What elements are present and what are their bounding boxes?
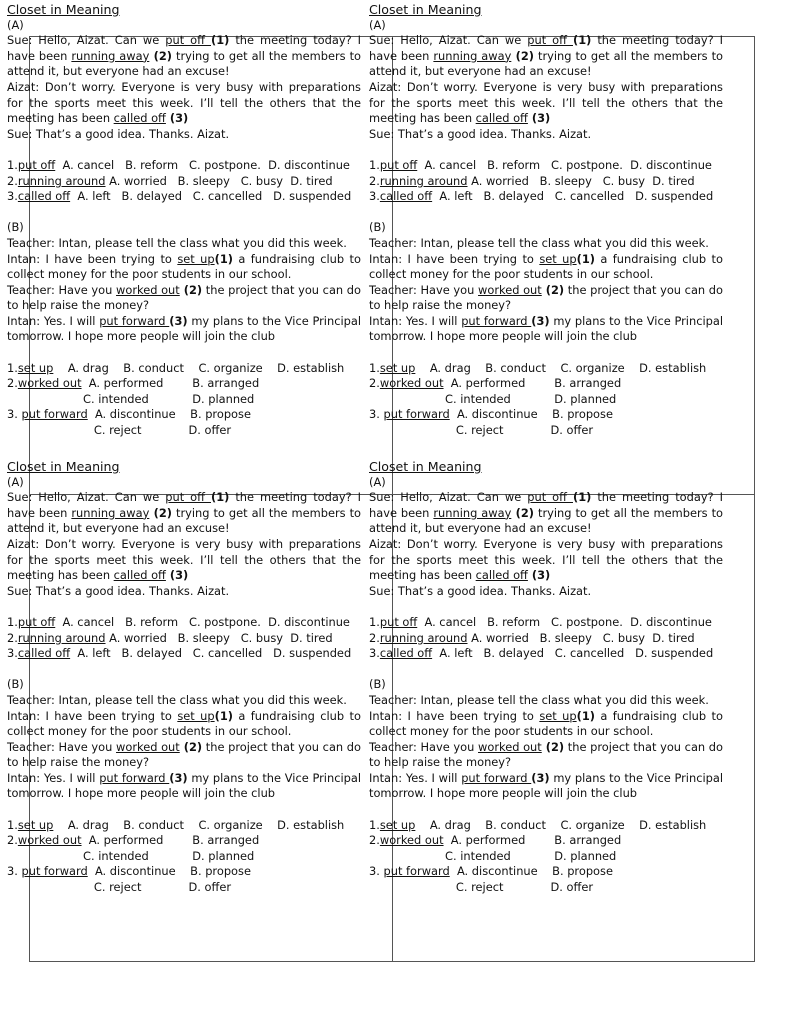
question-b-3-options: C. reject D. offer [7,880,232,895]
dialogue-b-teacher-question: Teacher: Have you worked out (2) the project that you can do to help raise the money? [369,282,723,313]
phrase-put-off: put off [527,33,573,48]
phrase-set-up: set up [177,251,215,266]
question-b-1: 1.set up A. drag B. conduct C. organize D. establish [7,817,345,832]
question-a-1: 1.put off A. cancel B. reform C. postpone. D. discontinue [369,614,712,629]
section-a-label: (A) [369,17,386,32]
dialogue-a-sue-line: Sue: Hello, Aizat. Can we put off (1) the meeting today? I have been running away (2) trying to get all the members to attend it, but everyone had an excuse! [7,33,361,79]
section-b-label: (B) [7,677,24,692]
card-bottom-left [7,459,361,896]
dialogue-a-sue-reply: Sue: That’s a good idea. Thanks. Aizat. [7,126,230,141]
question-b-2: 2.worked out A. performed B. arranged [7,376,260,391]
section-b-label: (B) [369,220,386,235]
card-top-left [7,2,361,439]
dialogue-b-intan-line: Intan: I have been trying to set up(1) a fundraising club to collect money for the poor students in our school. [7,251,361,282]
dialogue-b-teacher-line: Teacher: Intan, please tell the class what you did this week. [369,692,709,707]
question-b-1: 1.set up A. drag B. conduct C. organize D. establish [369,360,707,375]
question-a-1: 1.put off A. cancel B. reform C. postpone. D. discontinue [7,614,350,629]
question-b-2-options: C. intended D. planned [369,848,617,863]
phrase-set-up: set up [539,708,577,723]
dialogue-b-teacher-question: Teacher: Have you worked out (2) the project that you can do to help raise the money? [7,282,361,313]
dialogue-b-teacher-question: Teacher: Have you worked out (2) the project that you can do to help raise the money? [369,739,723,770]
question-a-2: 2.running around A. worried B. sleepy C. busy D. tired [369,630,695,645]
question-b-2-options: C. intended D. planned [369,391,617,406]
dialogue-a-aizat-line: Aizat: Don’t worry. Everyone is very busy with preparations for the sports meet this week. I’ll tell the others that the meeting has been called off (3) [7,79,361,126]
dialogue-b-teacher-question: Teacher: Have you worked out (2) the project that you can do to help raise the money? [7,739,361,770]
dialogue-b-teacher-line: Teacher: Intan, please tell the class what you did this week. [7,692,347,707]
question-a-2: 2.running around A. worried B. sleepy C. busy D. tired [7,630,333,645]
phrase-running-away: running away [433,505,512,520]
question-b-2: 2.worked out A. performed B. arranged [369,376,622,391]
section-a-label: (A) [7,474,24,489]
card-title: Closet in Meaning [7,2,120,17]
question-a-1: 1.put off A. cancel B. reform C. postpone. D. discontinue [369,157,712,172]
phrase-worked-out: worked out [478,739,542,754]
question-b-1: 1.set up A. drag B. conduct C. organize D. establish [7,360,345,375]
dialogue-b-intan-reply: Intan: Yes. I will put forward (3) my plans to the Vice Principal tomorrow. I hope more people will join the club [369,313,723,344]
card-title: Closet in Meaning [369,459,482,474]
question-b-3: 3. put forward A. discontinue B. propose [7,407,251,422]
dialogue-b-teacher-line: Teacher: Intan, please tell the class what you did this week. [369,235,709,250]
phrase-put-off: put off [165,490,211,505]
phrase-put-forward: put forward [461,770,532,785]
question-b-3-options: C. reject D. offer [369,880,594,895]
card-bottom-right [369,459,723,896]
dialogue-b-intan-reply: Intan: Yes. I will put forward (3) my plans to the Vice Principal tomorrow. I hope more people will join the club [369,770,723,801]
phrase-set-up: set up [177,708,215,723]
question-b-2: 2.worked out A. performed B. arranged [369,833,622,848]
phrase-called-off: called off [113,568,166,583]
dialogue-b-intan-reply: Intan: Yes. I will put forward (3) my plans to the Vice Principal tomorrow. I hope more people will join the club [7,770,361,801]
question-a-2: 2.running around A. worried B. sleepy C. busy D. tired [7,173,333,188]
dialogue-a-sue-line: Sue: Hello, Aizat. Can we put off (1) the meeting today? I have been running away (2) trying to get all the members to attend it, but everyone had an excuse! [7,490,361,536]
phrase-put-forward: put forward [461,313,532,328]
question-a-1: 1.put off A. cancel B. reform C. postpone. D. discontinue [7,157,350,172]
dialogue-a-sue-reply: Sue: That’s a good idea. Thanks. Aizat. [369,126,592,141]
question-a-3: 3.called off A. left B. delayed C. cancelled D. suspended [369,646,714,661]
question-a-3: 3.called off A. left B. delayed C. cancelled D. suspended [7,646,352,661]
question-b-3: 3. put forward A. discontinue B. propose [369,407,613,422]
question-b-3: 3. put forward A. discontinue B. propose [369,864,613,879]
question-b-1: 1.set up A. drag B. conduct C. organize D. establish [369,817,707,832]
question-b-3: 3. put forward A. discontinue B. propose [7,864,251,879]
section-b-label: (B) [369,677,386,692]
card-top-right [369,2,723,439]
phrase-put-forward: put forward [99,770,170,785]
dialogue-a-aizat-line: Aizat: Don’t worry. Everyone is very busy with preparations for the sports meet this week. I’ll tell the others that the meeting has been called off (3) [369,79,723,126]
section-b-label: (B) [7,220,24,235]
dialogue-a-sue-reply: Sue: That’s a good idea. Thanks. Aizat. [369,583,592,598]
card-title: Closet in Meaning [369,2,482,17]
section-a-label: (A) [7,17,24,32]
dialogue-a-aizat-line: Aizat: Don’t worry. Everyone is very busy with preparations for the sports meet this week. I’ll tell the others that the meeting has been called off (3) [7,536,361,583]
dialogue-b-intan-reply: Intan: Yes. I will put forward (3) my plans to the Vice Principal tomorrow. I hope more people will join the club [7,313,361,344]
dialogue-a-sue-line: Sue: Hello, Aizat. Can we put off (1) the meeting today? I have been running away (2) trying to get all the members to attend it, but everyone had an excuse! [369,33,723,79]
dialogue-b-teacher-line: Teacher: Intan, please tell the class what you did this week. [7,235,347,250]
dialogue-a-sue-reply: Sue: That’s a good idea. Thanks. Aizat. [7,583,230,598]
question-a-3: 3.called off A. left B. delayed C. cancelled D. suspended [7,189,352,204]
dialogue-b-intan-line: Intan: I have been trying to set up(1) a fundraising club to collect money for the poor students in our school. [369,251,723,282]
question-b-3-options: C. reject D. offer [369,423,594,438]
phrase-worked-out: worked out [478,282,542,297]
question-a-2: 2.running around A. worried B. sleepy C. busy D. tired [369,173,695,188]
phrase-worked-out: worked out [116,282,180,297]
phrase-worked-out: worked out [116,739,180,754]
phrase-running-away: running away [71,48,150,63]
phrase-put-off: put off [165,33,211,48]
card-title: Closet in Meaning [7,459,120,474]
question-b-3-options: C. reject D. offer [7,423,232,438]
dialogue-b-intan-line: Intan: I have been trying to set up(1) a fundraising club to collect money for the poor students in our school. [7,708,361,739]
dialogue-a-sue-line: Sue: Hello, Aizat. Can we put off (1) the meeting today? I have been running away (2) trying to get all the members to attend it, but everyone had an excuse! [369,490,723,536]
dialogue-a-aizat-line: Aizat: Don’t worry. Everyone is very busy with preparations for the sports meet this week. I’ll tell the others that the meeting has been called off (3) [369,536,723,583]
phrase-called-off: called off [113,111,166,126]
question-a-3: 3.called off A. left B. delayed C. cancelled D. suspended [369,189,714,204]
phrase-called-off: called off [475,568,528,583]
question-b-2-options: C. intended D. planned [7,391,255,406]
question-b-2: 2.worked out A. performed B. arranged [7,833,260,848]
phrase-running-away: running away [71,505,150,520]
phrase-put-off: put off [527,490,573,505]
phrase-called-off: called off [475,111,528,126]
section-a-label: (A) [369,474,386,489]
question-b-2-options: C. intended D. planned [7,848,255,863]
dialogue-b-intan-line: Intan: I have been trying to set up(1) a fundraising club to collect money for the poor students in our school. [369,708,723,739]
phrase-put-forward: put forward [99,313,170,328]
phrase-set-up: set up [539,251,577,266]
phrase-running-away: running away [433,48,512,63]
